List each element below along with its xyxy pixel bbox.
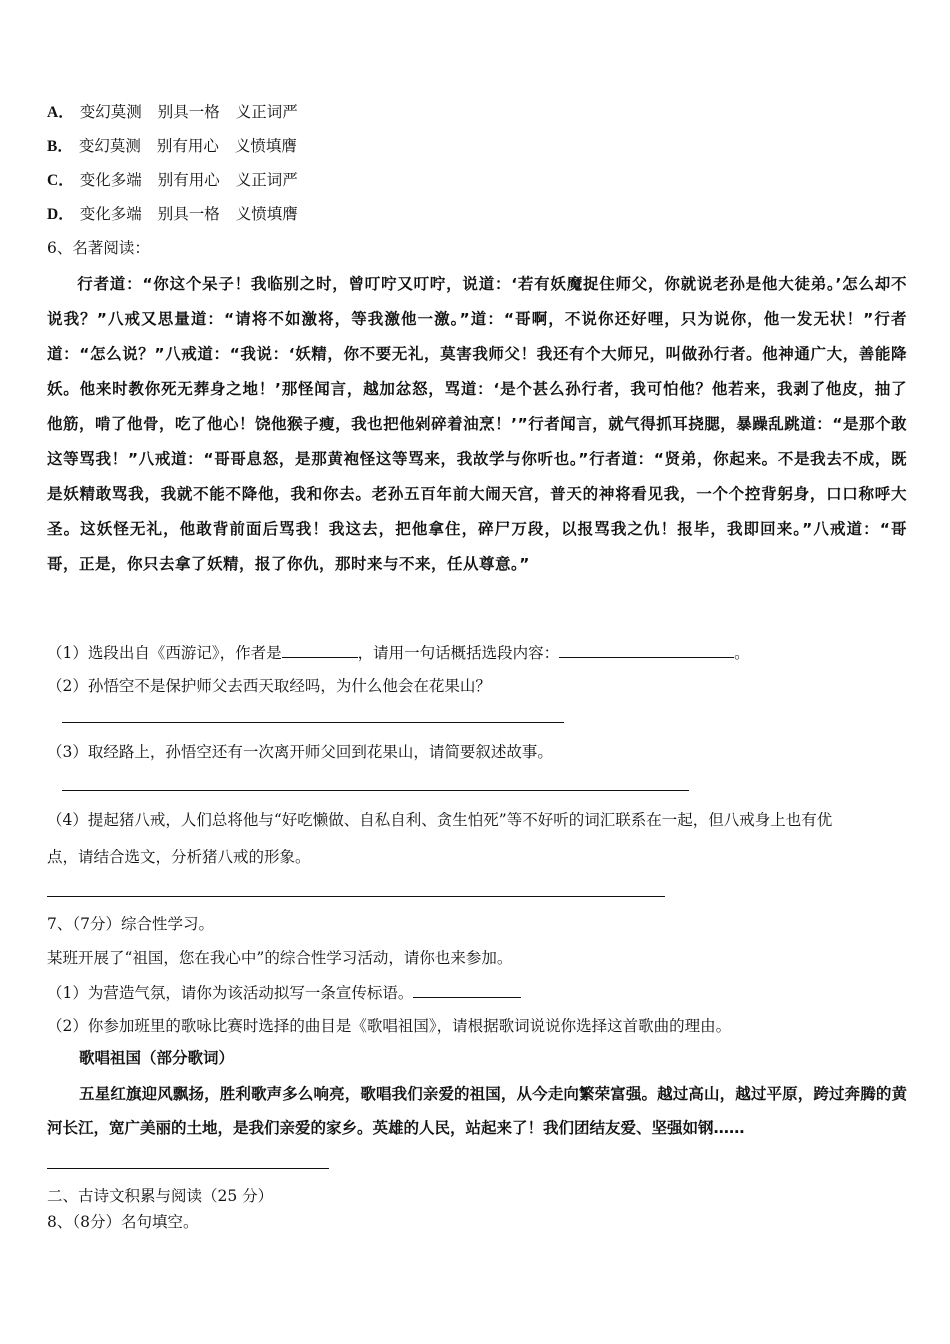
option-word: 变化多端 [79, 171, 142, 189]
q6-sub1 [47, 641, 750, 664]
q6-sub1-text-b: ，请用一句话概括选段内容： [357, 644, 560, 662]
song-lyrics [47, 1077, 907, 1145]
q7-sub1 [47, 981, 521, 1004]
q6-sub3: （3）取经路上，孙悟空还有一次离开师父回到花果山，请简要叙述故事。 [47, 743, 553, 761]
option-word: 别具一格 [157, 205, 220, 223]
option-word: 变化多端 [79, 205, 142, 223]
option-letter: D． [47, 206, 74, 223]
option-word: 变幻莫测 [79, 103, 142, 121]
option-word: 义愤填膺 [235, 205, 298, 223]
option-word: 别有用心 [156, 137, 219, 155]
option-word: 别具一格 [157, 103, 220, 121]
q6-sub2: （2）孙悟空不是保护师父去西天取经吗，为什么他会在花果山？ [47, 677, 491, 695]
q6-passage-text: 行者道：“你这个呆子！我临别之时，曾叮咛又叮咛，说道：‘若有妖魔捉住师父，你就说老孙是他大徒弟。’怎么却不说我？”八戒又思量道：“请将不如激将，等我激他一激。”道：“哥啊，不说你还好哩，只为说你，他一发无状！”行者道：“怎么说？”八戒道：“我说：‘妖精，你不要无礼，莫害我师父！我还有个大师兄，叫做孙行者。他神通广大，善能降妖。他来时教你死无葬身之地！’那怪闻言，越加忿怒，骂道：‘是个甚么孙行者，我可怕他？他若来，我剥了他皮，抽了他筋，啃了他骨，吃了他心！饶他猴子瘦，我也把他剁碎着油烹！’”行者闻言，就气得抓耳挠腮，暴躁乱跳道：“是那个敢这等骂我！”八戒道：“哥哥息怒，是那黄袍怪这等骂来，我故学与你听也。”行者道：“贤弟，你起来。不是我去不成，既是妖精敢骂我，我就不能不降他，我和你去。老孙五百年前大闹天宫，普天的神将看见我，一个个控背躬身，口口称呼大圣。这妖怪无礼，他敢背前面后骂我！我这去，把他拿住，碎尸万段，以报骂我之仇！报毕，我即回来。”八戒道：“哥哥，正是，你只去拿了妖精，报了你仇，那时来与不来，任从尊意。” [47, 275, 907, 573]
option-b [47, 135, 297, 158]
q7-intro: 某班开展了“祖国，您在我心中”的综合性学习活动，请你也来参加。 [47, 949, 513, 967]
option-a [47, 101, 298, 124]
section2-heading: 二、古诗文积累与阅读（25 分） [47, 1187, 274, 1205]
option-word: 别有用心 [157, 171, 220, 189]
q6-sub2-answer-line[interactable] [62, 722, 564, 723]
option-c [47, 169, 298, 192]
q7-sub2: （2）你参加班里的歌咏比赛时选择的曲目是《歌唱祖国》，请根据歌词说说你选择这首歌曲的理由。 [47, 1017, 732, 1035]
option-letter: A． [47, 104, 74, 121]
q7-heading: 7、（7分）综合性学习。 [47, 915, 214, 933]
option-word: 变幻莫测 [78, 137, 141, 155]
author-answer-blank[interactable] [282, 641, 358, 658]
q8-heading: 8、（8分）名句填空。 [47, 1213, 199, 1231]
option-letter: C． [47, 172, 74, 189]
q6-sub4-line1: （4）提起猪八戒，人们总将他与“好吃懒做、自私自利、贪生怕死”等不好听的词汇联系在一起，但八戒身上也有优 [47, 811, 833, 829]
q6-sub4-answer-line[interactable] [47, 896, 665, 897]
option-word: 义正词严 [235, 103, 298, 121]
q6-sub1-text-c: 。 [734, 644, 750, 662]
slogan-answer-blank[interactable] [413, 981, 521, 998]
option-letter: B． [47, 138, 73, 155]
q6-sub1-text-a: （1）选段出自《西游记》，作者是 [47, 644, 282, 662]
q6-sub3-answer-line[interactable] [62, 790, 689, 791]
option-word: 义愤填膺 [234, 137, 297, 155]
option-d [47, 203, 298, 226]
q6-sub4-line2: 点，请结合选文，分析猪八戒的形象。 [47, 848, 311, 866]
option-word: 义正词严 [235, 171, 298, 189]
q7-sub1-text: （1）为营造气氛，请你为该活动拟写一条宣传标语。 [47, 984, 414, 1002]
q6-heading: 6、名著阅读： [47, 239, 150, 257]
summary-answer-blank[interactable] [559, 641, 734, 658]
q7-sub2-answer-line[interactable] [47, 1168, 329, 1169]
song-title: 歌唱祖国（部分歌词） [79, 1049, 235, 1067]
q6-passage [47, 267, 907, 582]
song-lyrics-text: 五星红旗迎风飘扬，胜利歌声多么响亮，歌唱我们亲爱的祖国，从今走向繁荣富强。越过高山，越过平原，跨过奔腾的黄河长江，宽广美丽的土地，是我们亲爱的家乡。英雄的人民，站起来了！我们团结友爱、坚强如钢…… [47, 1085, 907, 1137]
